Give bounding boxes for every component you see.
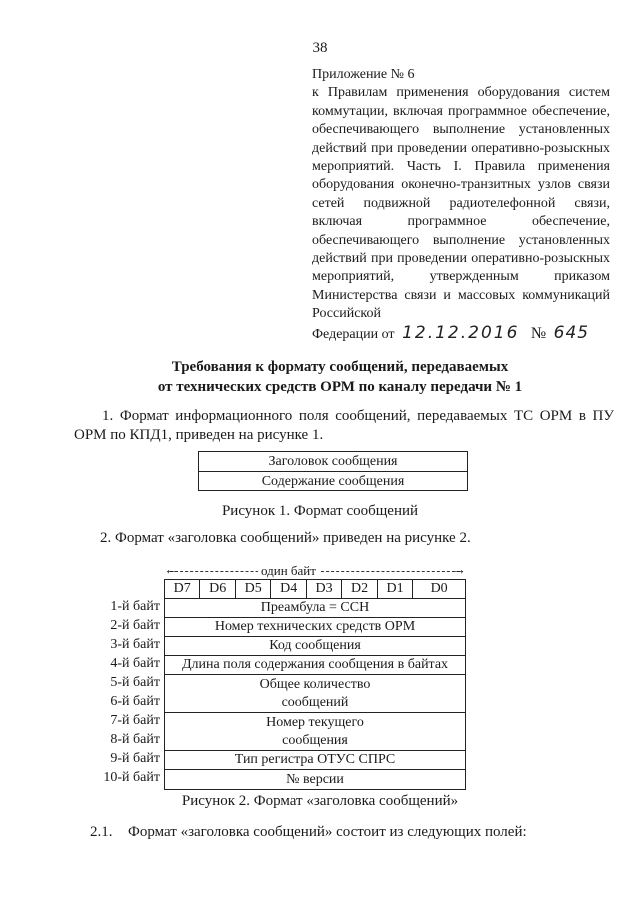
byte-label: 1-й байт xyxy=(110,599,160,614)
bit-cell: D6 xyxy=(200,580,235,598)
byte-label: 9-й байт xyxy=(110,751,160,766)
field-tech-number xyxy=(165,618,465,637)
bit-cell: D1 xyxy=(378,580,413,598)
field-current-number-line-2: сообщения xyxy=(282,732,348,748)
field-tech-number-text: Номер технических средств ОРМ xyxy=(214,619,416,634)
field-content-length xyxy=(165,656,465,675)
byte-width-indicator xyxy=(164,563,466,579)
byte-label: 2-й байт xyxy=(110,618,160,633)
appendix-block xyxy=(312,66,610,344)
byte-label: 7-й байт xyxy=(110,713,160,728)
bit-cell: D0 xyxy=(430,581,448,596)
field-current-number xyxy=(165,713,465,751)
number-sign: № xyxy=(530,324,547,342)
field-current-number-line-1: Номер текущего xyxy=(266,714,364,730)
bit-cell: D2 xyxy=(342,580,377,598)
appendix-heading: Приложение № 6 xyxy=(312,67,415,82)
field-content-length-text: Длина поля содержания сообщения в байтах xyxy=(181,657,449,672)
paragraph-2-1 xyxy=(90,823,620,842)
bit-cell: D4 xyxy=(271,580,306,598)
field-total-count xyxy=(165,675,465,713)
byte-label: 10-й байт xyxy=(103,770,160,785)
figure-2-caption: Рисунок 2. Формат «заголовка сообщений» xyxy=(181,793,459,809)
date-prefix: Федерации от xyxy=(312,326,395,342)
handwritten-order-number: 645 xyxy=(553,322,590,343)
paragraph-2-1-text: Формат «заголовка сообщений» состоит из следующих полей: xyxy=(128,824,527,840)
field-register-type-text: Тип регистра ОТУС СПРС xyxy=(234,752,396,767)
figure-2-header-format-table xyxy=(164,579,466,790)
page-number: 38 xyxy=(312,40,328,56)
figure-1-message-format xyxy=(198,451,468,491)
field-preamble xyxy=(165,599,465,618)
field-total-count-line-1: Общее количество xyxy=(259,676,371,692)
byte-width-label: один байт xyxy=(258,563,319,579)
byte-label: 3-й байт xyxy=(110,637,160,652)
byte-label: 6-й байт xyxy=(110,694,160,709)
section-title-line-1: Требования к формату сообщений, передаваемых xyxy=(171,359,509,375)
paragraph-2: 2. Формат «заголовка сообщений» приведен на рисунке 2. xyxy=(100,530,471,546)
section-title xyxy=(60,357,620,397)
bit-header-row xyxy=(165,580,465,599)
arrow-left-icon: ← xyxy=(164,563,178,578)
field-total-count-line-2: сообщений xyxy=(281,694,349,710)
approval-date-line xyxy=(312,324,610,344)
field-version xyxy=(165,770,465,789)
byte-label: 8-й байт xyxy=(110,732,160,747)
paragraph-1: 1. Формат информационного поля сообщений, передаваемых ТС ОРМ в ПУ ОРМ по КПД1, приведен на рисунке 1. xyxy=(74,408,614,443)
bit-cell: D7 xyxy=(165,580,200,598)
paragraph-2-1-number: 2.1. xyxy=(90,824,113,840)
figure-1-caption: Рисунок 1. Формат сообщений xyxy=(221,503,419,519)
section-title-line-2: от технических средств ОРМ по каналу передачи № 1 xyxy=(157,379,523,395)
field-message-code-text: Код сообщения xyxy=(269,638,361,653)
appendix-body: к Правилам применения оборудования систем коммутации, включая программное обеспечение, обеспечивающего выполнение установленных действий при проведении оперативно-розыскных мероприятий. Часть I. Правила применения оборудования оконечно-транзитных узлов связи сетей подвижной радиотелефонной связи, включая программное обеспечение, обеспечивающего выполнение установленных действий при проведении оперативно-розыскных мероприятий, утвержденным приказом Министерства связи и массовых коммуникаций Российской xyxy=(312,85,610,322)
byte-row-labels xyxy=(90,597,160,787)
field-preamble-text: Преамбула = ССН xyxy=(260,600,370,615)
handwritten-date: 12.12.2016 xyxy=(402,322,520,343)
figure-1-row-header: Заголовок сообщения xyxy=(268,454,398,469)
figure-1-row-content: Содержание сообщения xyxy=(199,471,467,490)
byte-label: 5-й байт xyxy=(110,675,160,690)
field-register-type xyxy=(165,751,465,770)
field-version-text: № версии xyxy=(286,771,344,787)
bit-cell: D3 xyxy=(307,580,342,598)
bit-cell: D5 xyxy=(236,580,271,598)
byte-label: 4-й байт xyxy=(110,656,160,671)
field-message-code xyxy=(165,637,465,656)
arrow-right-icon: → xyxy=(452,563,466,578)
